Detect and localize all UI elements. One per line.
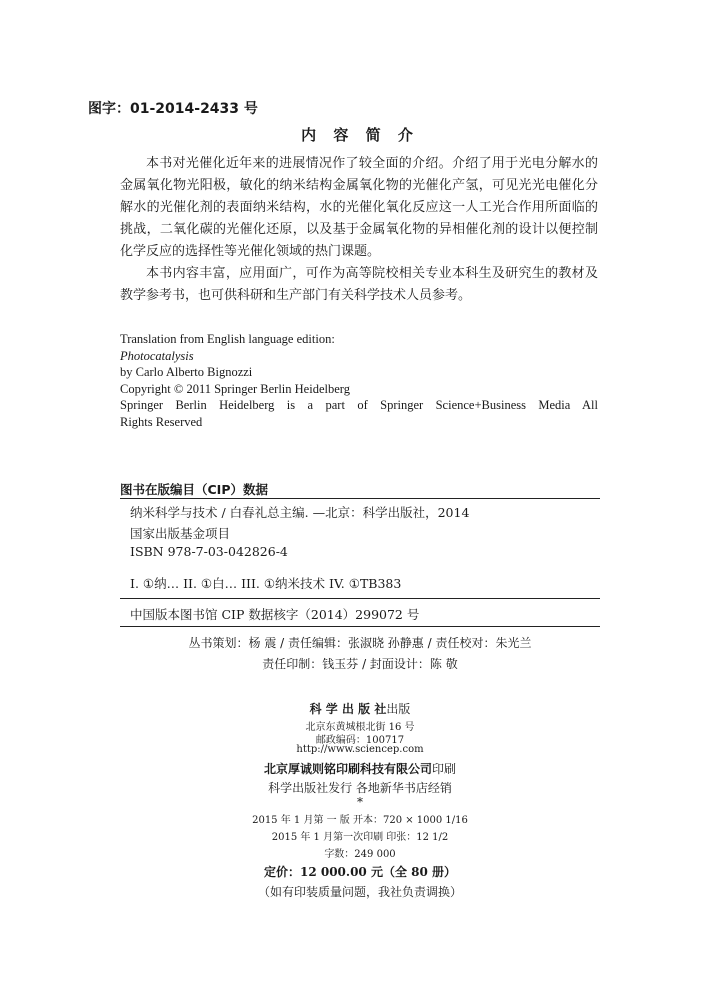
distribution-line: 科学出版社发行 各地新华书店经销: [268, 781, 452, 795]
printer-line: [0, 760, 720, 777]
publisher-url: http://www.sciencep.com: [296, 744, 424, 755]
summary-heading: 内 容 简 介: [301, 126, 419, 144]
price-line: 定价：12 000.00 元（全 80 册）: [263, 865, 457, 879]
translation-source-line: Translation from English language edition:: [120, 332, 335, 346]
contract-number: 图字：01-2014-2433 号: [88, 101, 258, 117]
staff-line-1: 丛书策划：杨 震 / 责任编辑：张淑晓 孙静惠 / 责任校对：朱光兰: [188, 636, 532, 650]
word-count: 字数：249 000: [324, 849, 396, 860]
cip-line-2: 国家出版基金项目: [130, 526, 231, 541]
cip-verification: 中国版本图书馆 CIP 数据核字（2014）299072 号: [130, 607, 420, 622]
publisher-name: 科 学 出 版 社: [309, 702, 387, 716]
cip-line-1: 纳米科学与技术 / 白春礼总主编. —北京：科学出版社，2014: [130, 505, 470, 520]
printer-suffix: 印刷: [432, 762, 457, 776]
edition-line: 2015 年 1 月第 一 版 开本：720 × 1000 1/16: [252, 815, 468, 826]
translation-notice: [120, 331, 598, 430]
printer-name: 北京厚诚则铭印刷科技有限公司: [263, 762, 432, 776]
publisher-suffix: 出版: [386, 702, 411, 716]
publisher-line: [0, 700, 720, 717]
summary-paragraph-2: 本书内容丰富，应用面广，可作为高等院校相关专业本科生及研究生的教材及教学参考书，也可供科研和生产部门有关科学技术人员参考。: [120, 266, 598, 303]
separator-star: *: [357, 795, 363, 809]
copyright-line: Copyright © 2011 Springer Berlin Heidelberg: [120, 381, 350, 396]
rights-line-1: Springer Berlin Heidelberg is a part of Springer Science+Business Media All: [120, 398, 598, 412]
cip-top-rule: [120, 498, 600, 499]
cip-middle-rule: [120, 598, 600, 599]
publisher-address: 北京东黄城根北街 16 号: [305, 722, 415, 733]
publisher-postcode: 邮政编码：100717: [315, 735, 405, 746]
summary-paragraph-1: 本书对光催化近年来的进展情况作了较全面的介绍。介绍了用于光电分解水的金属氧化物光阳极，敏化的纳米结构金属氧化物的光催化产氢，可见光光电催化分解水的光催化剂的表面纳米结构，水的光催化氧化反应这一人工光合作用所面临的挑战，二氧化碳的光催化还原，以及基于金属氧化物的异相催化剂的设计以便控制化学反应的选择性等光催化领域的热门课题。: [120, 156, 598, 259]
cip-line-3: ISBN 978-7-03-042826-4: [130, 544, 288, 559]
printing-line: 2015 年 1 月第一次印刷 印张：12 1/2: [271, 832, 449, 843]
original-title: Photocatalysis: [120, 348, 194, 363]
staff-line-2: 责任印制：钱玉芬 / 封面设计：陈 敬: [262, 657, 458, 671]
cip-bottom-rule: [120, 626, 600, 627]
rights-line-2: Rights Reserved: [120, 414, 203, 429]
original-author: by Carlo Alberto Bignozzi: [120, 365, 253, 379]
cip-line-4: I. ①纳… II. ①白… III. ①纳米技术 IV. ①TB383: [130, 576, 402, 591]
cip-heading: 图书在版编目（CIP）数据: [120, 482, 268, 497]
quality-notice: （如有印装质量问题，我社负责调换）: [257, 885, 462, 899]
